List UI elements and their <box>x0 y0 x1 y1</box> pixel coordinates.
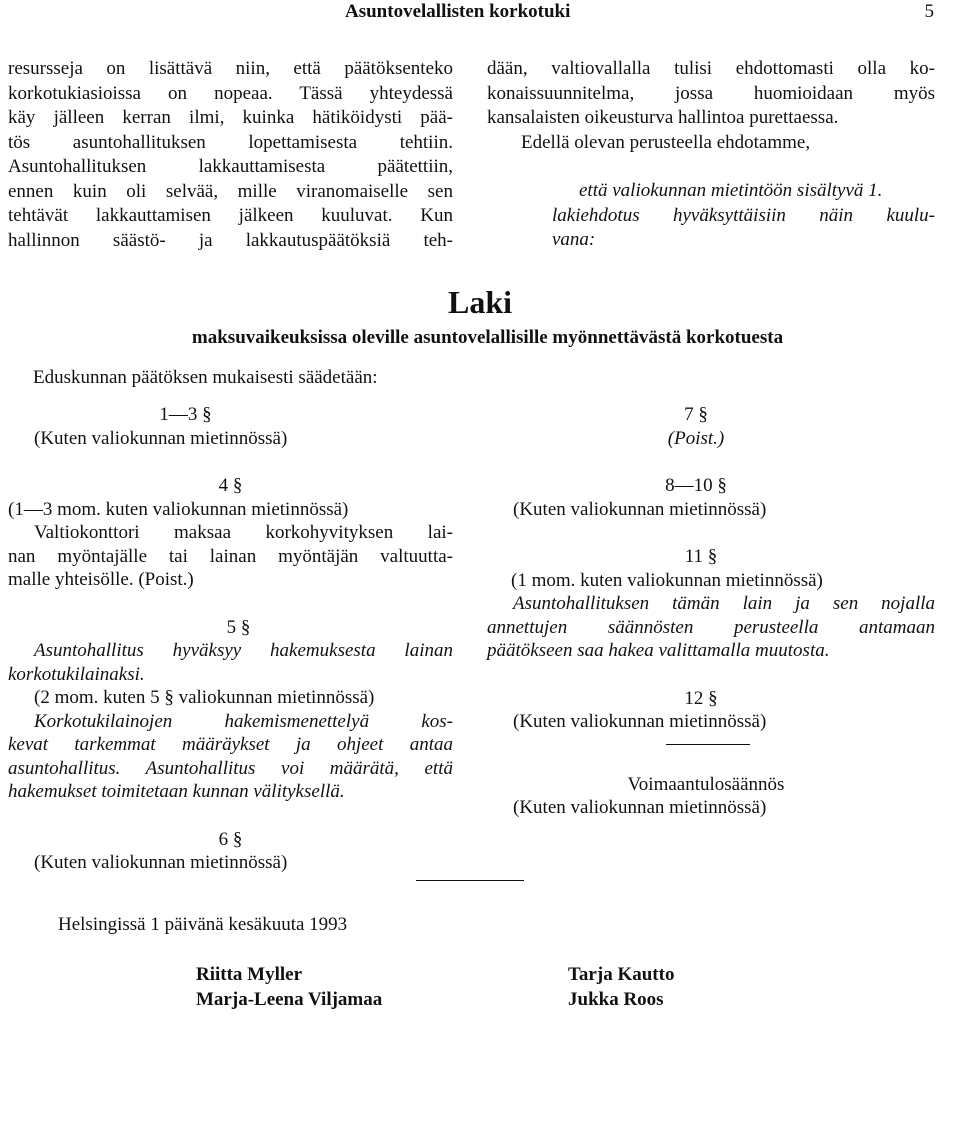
text-line: kansalaisten oikeusturva hallintoa purettaessa. <box>487 107 839 128</box>
page-header <box>0 0 960 30</box>
text-line: hallinnon säästö- ja lakkautuspäätöksiä teh- <box>8 229 453 251</box>
section-text: (1 mom. kuten valiokunnan mietinnössä) <box>511 569 823 591</box>
law-subtitle: maksuvaikeuksissa oleville asuntovelallisille myönnettävästä korkotuesta <box>191 327 784 348</box>
text-line: käy jälleen kerran ilmi, kuinka hätiköidysti pää- <box>8 107 453 128</box>
intro-right-column <box>487 57 935 253</box>
section-text: asuntohallitus. Asuntohallitus voi määrätä, että <box>8 757 453 779</box>
section-text: (2 mom. kuten 5 § valiokunnan mietinnössä) <box>34 687 375 708</box>
section-number: 5 § <box>226 616 251 638</box>
signer-name: Marja-Leena Viljamaa <box>196 989 383 1010</box>
signers-right <box>568 962 674 1012</box>
section-text: Valtiokonttori maksaa korkohyvityksen lai- <box>34 522 453 543</box>
divider <box>416 880 524 881</box>
signers-left <box>196 962 382 1012</box>
intro-left-column <box>8 57 453 253</box>
running-title: Asuntovelallisten korkotuki <box>345 1 571 22</box>
section-text: malle yhteisölle. (Poist.) <box>8 569 194 590</box>
section-number: 4 § <box>218 475 243 496</box>
section-number: 6 § <box>218 828 243 850</box>
section-text: nan myöntajälle tai lainan myöntäjän valtuutta- <box>8 545 453 567</box>
section-text: kevat tarkemmat määräykset ja ohjeet antaa <box>8 734 453 755</box>
text-line: tehtävät lakkauttamisen jälkeen kuuluvat. Kun <box>8 205 453 226</box>
text-line: dään, valtiovallalla tulisi ehdottomasti olla ko- <box>487 58 935 79</box>
section-text: Korkotukilainojen hakemismenettelyä kos- <box>34 710 453 732</box>
section-text: annettujen säännösten perusteella antamaan <box>487 616 935 638</box>
section-number: 1—3 § <box>159 404 212 425</box>
text-line: resursseja on lisättävä niin, että päätöksenteko <box>8 58 453 79</box>
date-line: Helsingissä 1 päivänä kesäkuuta 1993 <box>58 914 348 935</box>
proposal-intro: Edellä olevan perusteella ehdotamme, <box>521 131 811 153</box>
entry-into-force-title: Voimaantulosäännös <box>627 773 785 795</box>
signer-name: Riitta Myller <box>196 964 303 985</box>
text-line: tös asuntohallituksen lopettamisesta tehtiin. <box>8 131 453 153</box>
section-text: hakemukset toimitetaan kunnan välityksellä. <box>8 781 345 802</box>
section-text: (Poist.) <box>667 427 725 449</box>
text-line: Asuntohallituksen lakkauttamisesta päätettiin, <box>8 156 453 177</box>
proposal-line: lakiehdotus hyväksyttäisiin näin kuulu- <box>552 204 935 226</box>
section-number: 12 § <box>684 687 718 709</box>
section-text: (Kuten valiokunnan mietinnössä) <box>513 797 767 818</box>
text-line: konaissuunnitelma, jossa huomioidaan myös <box>487 82 935 104</box>
proposal-line: vana: <box>552 229 596 250</box>
section-text: (Kuten valiokunnan mietinnössä) <box>34 427 288 449</box>
section-number: 7 § <box>684 404 708 425</box>
section-text: (Kuten valiokunnan mietinnössä) <box>34 852 288 873</box>
signer-name: Jukka Roos <box>568 989 664 1010</box>
section-text: päätökseen saa hakea valittamalla muutosta. <box>487 640 830 661</box>
sections-right-column <box>487 403 935 820</box>
section-text: (1—3 mom. kuten valiokunnan mietinnössä) <box>8 498 349 520</box>
section-text: Asuntohallitus hyväksyy hakemuksesta lainan <box>34 640 453 661</box>
proposal-line: että valiokunnan mietintöön sisältyvä 1. <box>579 180 883 201</box>
section-text: (Kuten valiokunnan mietinnössä) <box>513 711 767 732</box>
enactment-clause: Eduskunnan päätöksen mukaisesti säädetään: <box>33 367 378 388</box>
section-text: (Kuten valiokunnan mietinnössä) <box>513 498 767 520</box>
text-line: ennen kuin oli selvää, mille viranomaiselle sen <box>8 180 453 202</box>
law-heading <box>0 282 960 350</box>
page-number: 5 <box>924 1 934 22</box>
section-number: 8—10 § <box>665 475 727 496</box>
law-title: Laki <box>447 284 513 320</box>
text-line: korkotukiasioissa on nopeaa. Tässä yhteydessä <box>8 82 453 104</box>
sections-left-column <box>8 403 453 875</box>
section-text: Asuntohallituksen tämän lain ja sen nojalla <box>513 593 935 614</box>
signer-name: Tarja Kautto <box>568 964 675 985</box>
section-text: korkotukilainaksi. <box>8 663 145 685</box>
section-number: 11 § <box>684 546 718 567</box>
